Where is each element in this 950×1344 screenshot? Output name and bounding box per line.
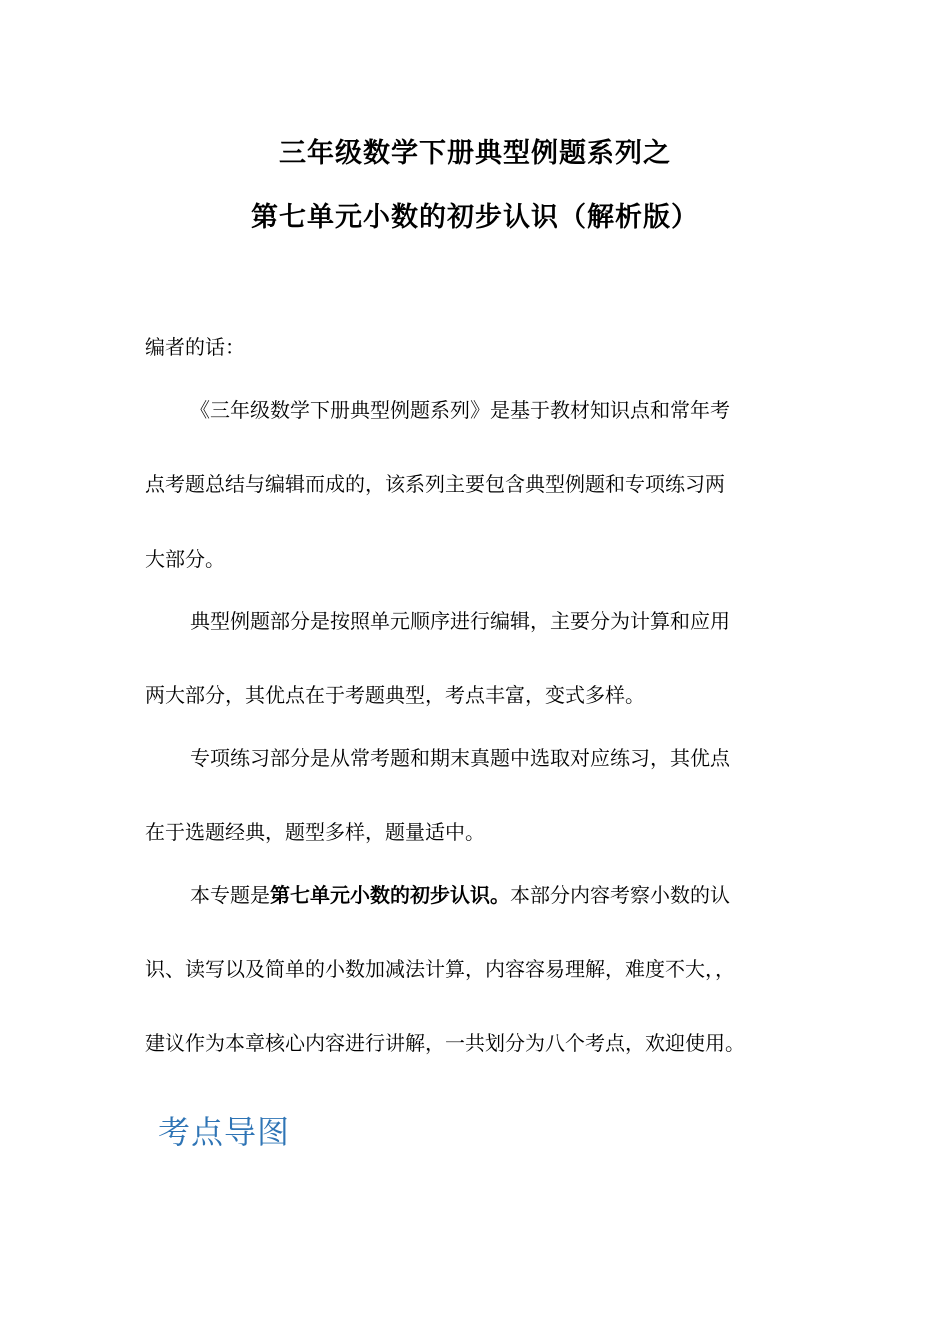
intro-paragraph-line-1: 《三年级数学下册典型例题系列》是基于教材知识点和常年考 bbox=[190, 398, 730, 422]
editor-note-label: 编者的话： bbox=[145, 335, 245, 359]
topic-emphasis: 第七单元小数的初步认识。 bbox=[270, 883, 510, 907]
topic-suffix: 本部分内容考察小数的认 bbox=[510, 883, 730, 907]
topic-paragraph-line-3: 建议作为本章核心内容进行讲解，一共划分为八个考点，欢迎使用。 bbox=[145, 1031, 745, 1055]
document-title-line-1: 三年级数学下册典型例题系列之 bbox=[279, 138, 671, 169]
document-title-line-2: 第七单元小数的初步认识（解析版） bbox=[251, 202, 699, 233]
practice-paragraph-line-1: 专项练习部分是从常考题和期末真题中选取对应练习，其优点 bbox=[190, 746, 730, 770]
examples-paragraph-line-1: 典型例题部分是按照单元顺序进行编辑，主要分为计算和应用 bbox=[190, 609, 730, 633]
intro-paragraph-line-3: 大部分。 bbox=[145, 547, 225, 571]
examples-paragraph-line-2: 两大部分，其优点在于考题典型，考点丰富，变式多样。 bbox=[145, 683, 645, 707]
section-heading-mindmap: 考点导图 bbox=[158, 1113, 291, 1151]
intro-paragraph-line-2: 点考题总结与编辑而成的，该系列主要包含典型例题和专项练习两 bbox=[145, 472, 725, 496]
topic-paragraph-line-2: 识、读写以及简单的小数加减法计算，内容容易理解，难度不大，， bbox=[145, 957, 735, 981]
practice-paragraph-line-2: 在于选题经典，题型多样，题量适中。 bbox=[145, 820, 485, 844]
topic-prefix: 本专题是 bbox=[190, 883, 270, 907]
topic-paragraph-line-1 bbox=[190, 881, 855, 909]
